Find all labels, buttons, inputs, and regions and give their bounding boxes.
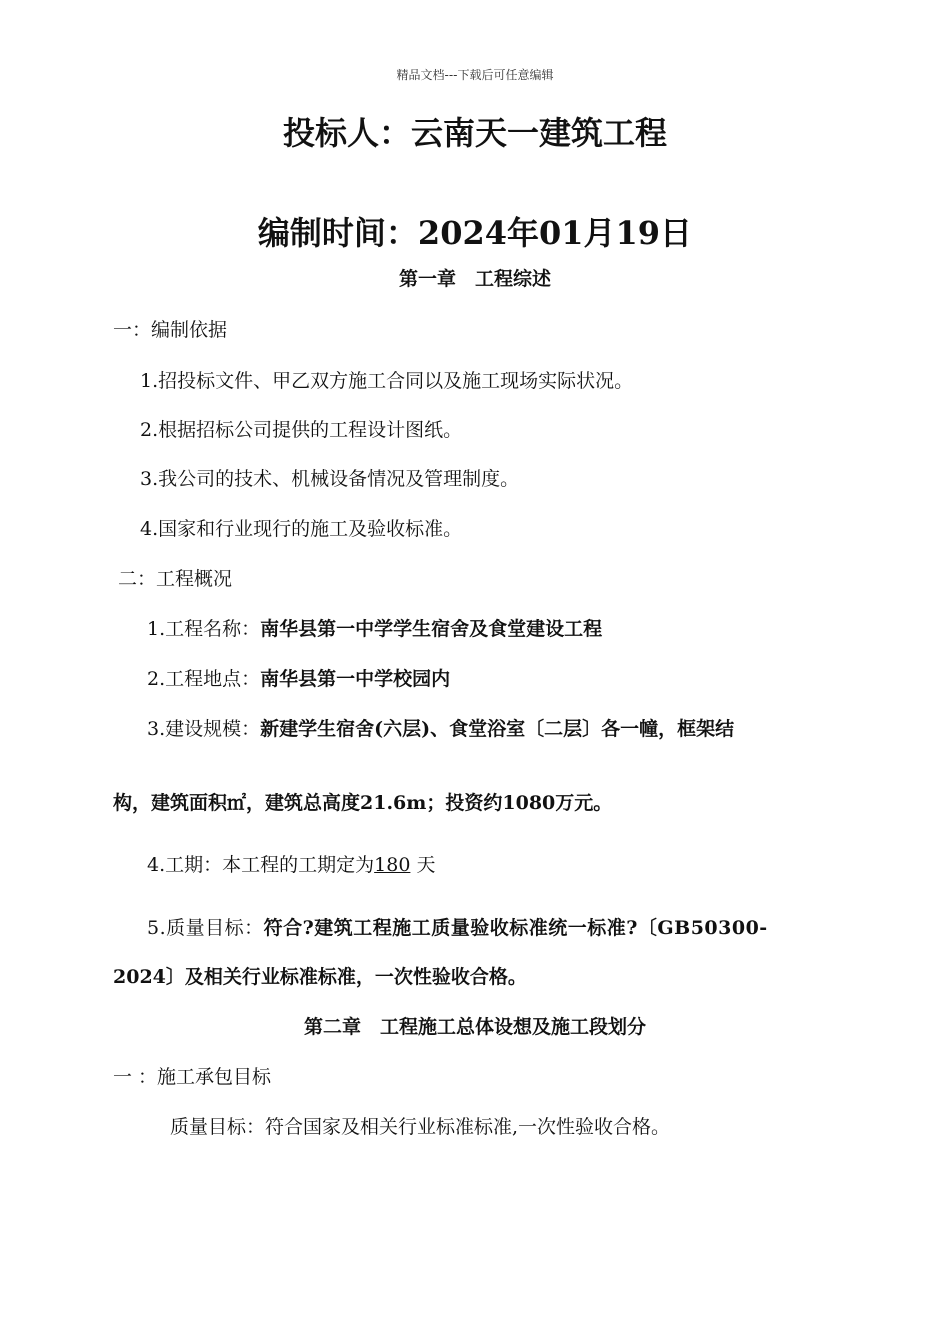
basis-item-1: 1.招投标文件、甲乙双方施工合同以及施工现场实际状况。 xyxy=(140,370,634,392)
section-basis-heading: 一：编制依据 xyxy=(113,319,228,341)
section-overview-heading: 二：工程概况 xyxy=(118,568,233,590)
chapter-1-title: 第一章 工程综述 xyxy=(398,268,551,290)
project-location-label: 2.工程地点： xyxy=(147,668,261,690)
project-scale-row xyxy=(147,714,734,741)
project-name-value: 南华县第一中学学生宿舍及食堂建设工程 xyxy=(260,618,603,640)
bidder-title: 投标人：云南天一建筑工程 xyxy=(282,114,667,152)
project-location-value: 南华县第一中学校园内 xyxy=(260,668,451,690)
project-location-row xyxy=(147,664,450,691)
project-scale-line-1: 新建学生宿舍(六层)、食堂浴室〔二层〕各一幢，框架结 xyxy=(260,718,735,740)
project-period-label: 4.工期：本工程的工期定为 xyxy=(147,854,375,876)
project-scale-line-2: 构，建筑面积㎡，建筑总高度21.6m；投资约1080万元。 xyxy=(113,792,613,814)
date-title: 编制时间：2024年01月19日 xyxy=(257,214,693,252)
project-scale-label: 3.建设规模： xyxy=(147,718,261,740)
quality-target-text: 质量目标：符合国家及相关行业标准标准,一次性验收合格。 xyxy=(170,1116,671,1138)
page-header: 精品文档---下载后可任意编辑 xyxy=(396,68,554,82)
project-name-row xyxy=(147,614,602,641)
project-quality-row xyxy=(147,913,768,940)
project-quality-line-2: 2024〕及相关行业标准标准，一次性验收合格。 xyxy=(113,966,527,988)
project-quality-label: 5.质量目标： xyxy=(147,917,264,939)
section-target-heading: 一 ：施工承包目标 xyxy=(113,1066,272,1088)
project-name-label: 1.工程名称： xyxy=(147,618,261,640)
chapter-2-title: 第二章 工程施工总体设想及施工段划分 xyxy=(303,1016,646,1038)
basis-item-4: 4.国家和行业现行的施工及验收标准。 xyxy=(140,518,463,540)
project-period-row xyxy=(147,850,435,877)
basis-item-3: 3.我公司的技术、机械设备情况及管理制度。 xyxy=(140,468,520,490)
project-quality-line-1: 符合?建筑工程施工质量验收标准统一标准?〔GB50300- xyxy=(263,917,768,939)
basis-item-2: 2.根据招标公司提供的工程设计图纸。 xyxy=(140,419,463,441)
project-period-unit: 天 xyxy=(416,854,436,876)
project-period-value: 180 xyxy=(374,854,411,876)
